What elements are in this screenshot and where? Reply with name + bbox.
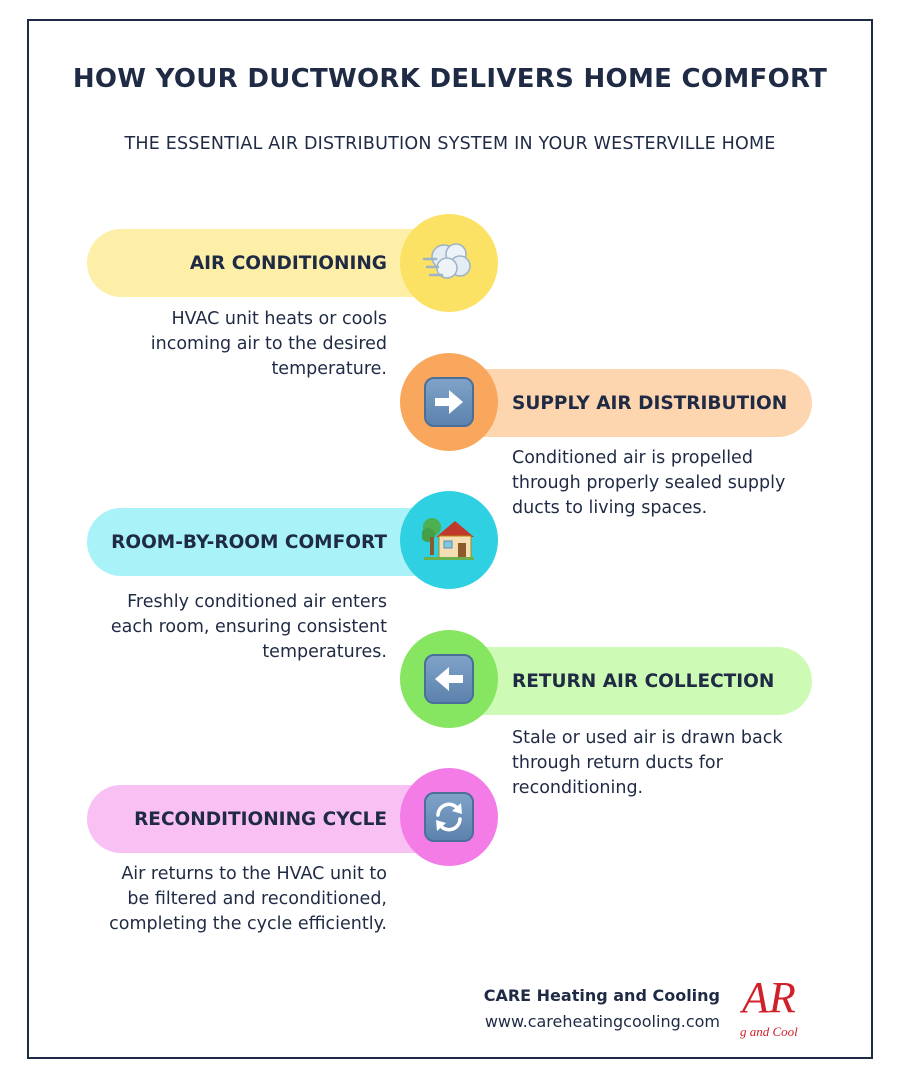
step-pill-supply-air-distribution xyxy=(450,369,812,437)
step-label: ROOM-BY-ROOM COMFORT xyxy=(111,531,387,553)
step-description: Air returns to the HVAC unit to be filtered and reconditioned, completing the cycle efficiently. xyxy=(109,864,387,934)
step-pill-reconditioning-cycle xyxy=(87,785,447,853)
step-label: RECONDITIONING CYCLE xyxy=(134,808,387,830)
step-description: Freshly conditioned air enters each room, ensuring consistent temperatures. xyxy=(110,592,387,662)
wind-icon xyxy=(422,237,476,289)
step-description: Conditioned air is propelled through properly sealed supply ducts to living spaces. xyxy=(512,448,786,518)
cycle-arrows-icon xyxy=(424,792,474,842)
logo-text: AR xyxy=(742,973,796,1022)
step-pill-room-by-room-comfort xyxy=(87,508,447,576)
step-circle-supply-air-distribution xyxy=(400,353,498,451)
page-title: HOW YOUR DUCTWORK DELIVERS HOME COMFORT xyxy=(72,64,828,94)
right-arrow-icon xyxy=(424,377,474,427)
step-circle-room-by-room-comfort xyxy=(400,491,498,589)
logo-subtext: g and Cool xyxy=(740,1024,798,1039)
company-name: CARE Heating and Cooling xyxy=(483,986,720,1005)
step-description: HVAC unit heats or cools incoming air to the desired temperature. xyxy=(150,309,387,379)
page-subtitle: THE ESSENTIAL AIR DISTRIBUTION SYSTEM IN YOUR WESTERVILLE HOME xyxy=(124,134,776,154)
step-pill-air-conditioning xyxy=(87,229,447,297)
house-icon xyxy=(422,513,476,567)
left-arrow-icon xyxy=(424,654,474,704)
company-logo xyxy=(740,972,808,1046)
company-website-link[interactable]: www.careheatingcooling.com xyxy=(484,1012,720,1031)
step-label: SUPPLY AIR DISTRIBUTION xyxy=(512,392,788,414)
step-description: Stale or used air is drawn back through return ducts for reconditioning. xyxy=(512,728,783,798)
step-circle-return-air-collection xyxy=(400,630,498,728)
step-label: RETURN AIR COLLECTION xyxy=(512,670,775,692)
step-label: AIR CONDITIONING xyxy=(189,252,387,274)
step-circle-air-conditioning xyxy=(400,214,498,312)
step-pill-return-air-collection xyxy=(450,647,812,715)
step-circle-reconditioning-cycle xyxy=(400,768,498,866)
